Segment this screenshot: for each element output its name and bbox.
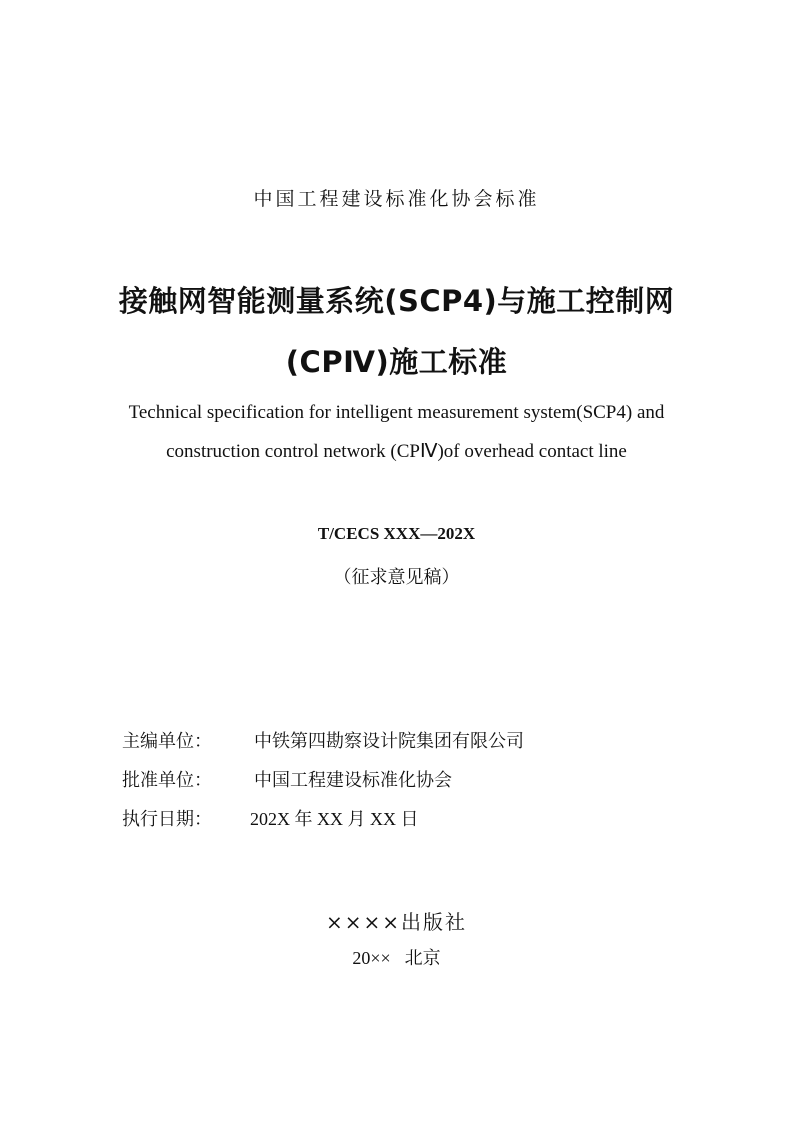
editor-label: 主编单位：	[122, 731, 212, 752]
publication-place	[0, 944, 793, 970]
approver-value: 中国工程建设标准化协会	[254, 770, 452, 791]
approver-label: 批准单位：	[122, 770, 212, 791]
title-en-line1: Technical specification for intelligent measurement system(SCP4) and	[128, 402, 665, 423]
title-en-line2: construction control network (CPⅣ)of overhead contact line	[166, 441, 627, 462]
title-cn-line2: (CPⅣ)施工标准	[285, 345, 508, 379]
title-cn-line1: 接触网智能测量系统(SCP4)与施工控制网	[118, 284, 675, 318]
publisher: ××××出版社	[325, 910, 468, 934]
issuing-organization: 中国工程建设标准化协会标准	[253, 188, 540, 210]
effective-date-label: 执行日期：	[122, 809, 212, 830]
publication-year: 20××	[352, 948, 391, 968]
effective-date-value: 202X 年 XX 月 XX 日	[250, 809, 419, 829]
draft-status: （征求意见稿）	[333, 567, 460, 588]
standard-code: T/CECS XXX—202X	[317, 524, 476, 543]
publication-city: 北京	[404, 948, 441, 969]
editor-value: 中铁第四勘察设计院集团有限公司	[254, 731, 524, 752]
